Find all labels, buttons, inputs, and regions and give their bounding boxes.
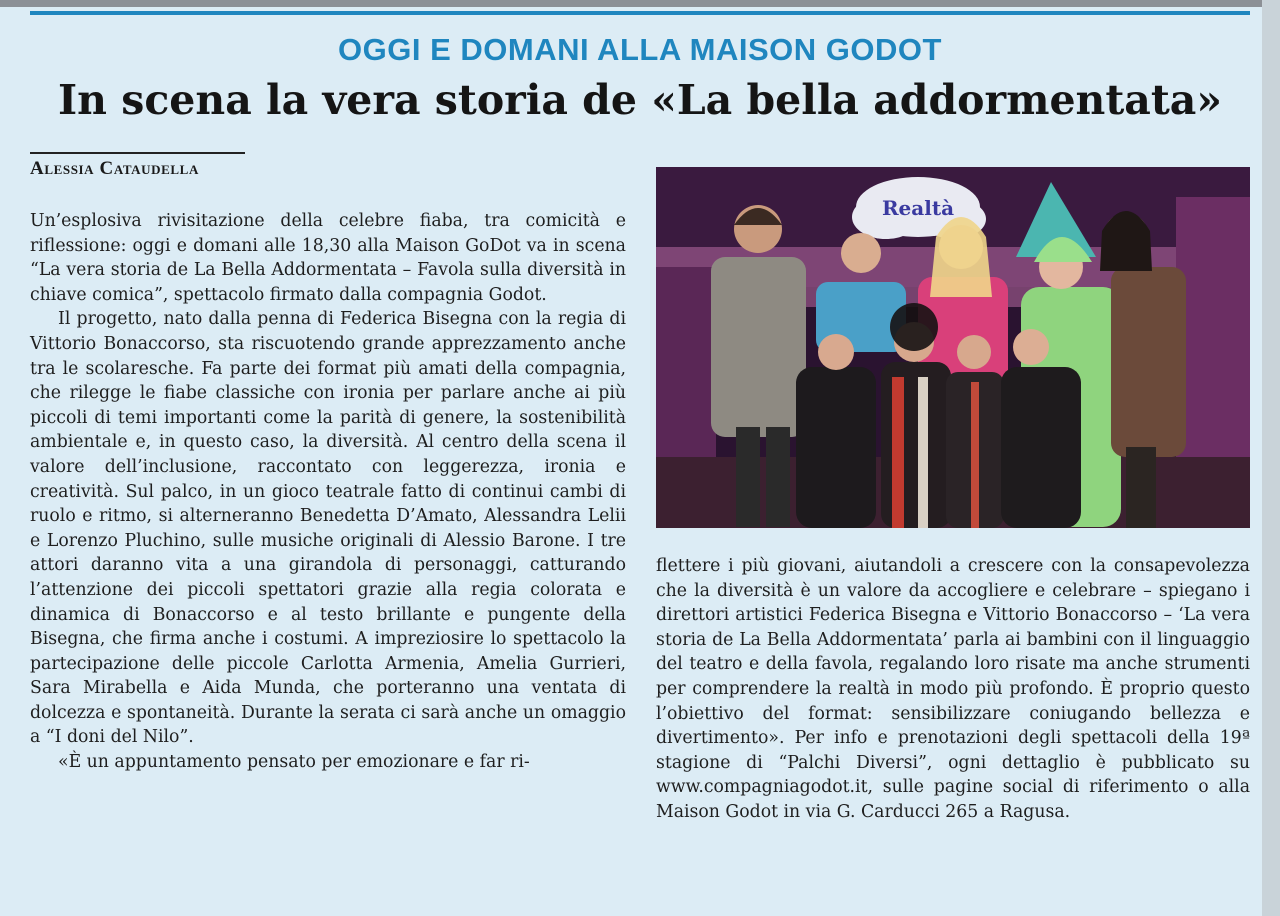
article-photo	[656, 167, 1250, 528]
kicker: OGGI E DOMANI ALLA MAISON GODOT	[338, 32, 942, 67]
scan-top-edge	[0, 0, 1280, 7]
paragraph-quote-start: «È un appuntamento pensato per emozionare e far ri-	[58, 752, 530, 773]
section-rule	[30, 11, 1250, 15]
article-column-right	[656, 554, 1250, 825]
byline-rule	[30, 152, 245, 154]
paragraph-body: Il progetto, nato dalla penna di Federica Bisegna con la regia di Vittorio Bonaccorso, sta riscuotendo grande apprezzamento anche tra le scolaresche. Fa parte dei format più amati della compagnia, che rilegge le fiabe classiche con ironia per parlare anche ai più piccoli di temi importanti come la parità di genere, la sostenibilità ambientale e, in questo caso, la diversità. Al centro della scena il valore dell’inclusione, raccontato con leggerezza, ironia e creatività. Sul palco, in un gioco teatrale fatto di continui cambi di ruolo e ritmo, si alterneranno Benedetta D’Amato, Alessandra Lelii e Lorenzo Pluchino, sulle musiche originali di Alessio Barone. I tre attori daranno vita a una girandola di personaggi, catturando l’attenzione dei piccoli spettatori grazie alla regia colorata e dinamica di Bonaccorso e al testo brillante e pungente della Bisegna, che firma anche i costumi. A impreziosire lo spettacolo la partecipazione delle piccole Carlotta Armenia, Amelia Gurrieri, Sara Mirabella e Aida Munda, che porteranno una ventata di dolcezza e spontaneità. Durante la serata ci sarà anche un omaggio a “I doni del Nilo”.	[30, 309, 626, 748]
article-column-left	[30, 209, 626, 775]
scan-right-edge	[1262, 0, 1280, 916]
paragraph-quote-end: flettere i più giovani, aiutandoli a crescere con la consapevolezza che la diversità è un valore da accogliere e celebrare – spiegano i direttori artistici Federica Bisegna e Vittorio Bonaccorso – ‘La vera storia de La Bella Addormentata’ parla ai bambini con il linguaggio del teatro e della favola, regalando loro risate ma anche strumenti per comprendere la realtà in modo più profondo. È proprio questo l’obiettivo del format: sensibilizzare coniugando bellezza e divertimento». Per info e prenotazioni degli spettacoli della 19ª stagione di “Palchi Diversi”, ogni dettaglio è pubblicato su www.compagniagodot.it, sulle pagine social di riferimento o alla Maison Godot in via G. Carducci 265 a Ragusa.	[656, 556, 1250, 822]
stage-sign-text: Realtà	[881, 196, 955, 220]
headline: In scena la vera storia de «La bella addormentata»	[57, 76, 1222, 124]
cast-photo-illustration	[656, 167, 1250, 528]
byline: Alessia Cataudella	[30, 158, 199, 179]
paragraph-intro: Un’esplosiva rivisitazione della celebre fiaba, tra comicità e riflessione: oggi e domani alle 18,30 alla Maison GoDot va in scena “La vera storia de La Bella Addormentata – Favola sulla diversità in chiave comica”, spettacolo firmato dalla compagnia Godot.	[30, 211, 626, 305]
